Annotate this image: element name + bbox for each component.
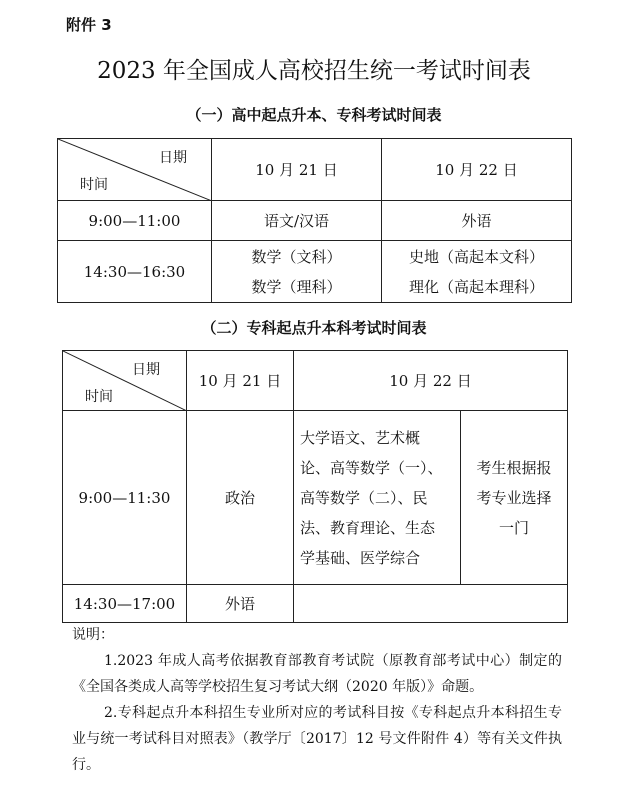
time-cell: 14:30—17:00 [63, 585, 187, 623]
subject-cell: 外语 [187, 585, 294, 623]
header-date-label: 日期 [132, 362, 160, 378]
date-column-header: 10 月 22 日 [294, 351, 568, 411]
schedule-table-2 [62, 350, 568, 623]
subject-line: 论、高等数学（一）、 [300, 458, 443, 477]
note-paragraph: 1.2023 年成人高考依据教育部教育考试院（原教育部考试中心）制定的《全国各类成人高等学校招生复习考试大纲（2020 年版）》命题。 [72, 653, 562, 695]
subject-line: 数学（理科） [251, 277, 342, 296]
subject-cell [382, 241, 572, 303]
empty-cell [294, 585, 568, 623]
notes-block [72, 622, 562, 778]
note-line: 考生根据报 [476, 458, 552, 477]
subject-line: 高等数学（二）、民 [300, 488, 428, 507]
time-cell: 14:30—16:30 [58, 241, 212, 303]
subject-line: 数学（文科） [251, 247, 342, 266]
diagonal-line [63, 351, 187, 411]
subject-cell: 外语 [382, 201, 572, 241]
subject-list-cell [294, 411, 461, 585]
subject-cell: 政治 [187, 411, 294, 585]
schedule-table-1 [57, 138, 572, 303]
note-line: 一门 [499, 518, 530, 537]
header-date-label: 日期 [159, 150, 187, 166]
note-line: 考专业选择 [476, 488, 552, 507]
header-time-label: 时间 [85, 389, 113, 405]
header-time-label: 时间 [80, 177, 108, 193]
subject-line: 理化（高起本理科） [408, 277, 544, 296]
subject-line: 学基础、医学综合 [300, 548, 421, 567]
page-title: 2023 年全国成人高校招生统一考试时间表 [97, 58, 531, 84]
diagonal-header-cell [63, 351, 187, 411]
subject-cell [212, 241, 382, 303]
section1-heading: （一）高中起点升本、专科考试时间表 [186, 106, 442, 124]
annex-label: 附件 3 [66, 16, 112, 34]
date-column-header: 10 月 21 日 [212, 139, 382, 201]
note-paragraph: 2.专科起点升本科招生专业所对应的考试科目按《专科起点升本科招生专业与统一考试科目对照表》（教学厅〔2017〕12 号文件附件 4）等有关文件执行。 [72, 705, 562, 773]
date-column-header: 10 月 21 日 [187, 351, 294, 411]
subject-cell: 语文/汉语 [212, 201, 382, 241]
time-cell: 9:00—11:00 [58, 201, 212, 241]
note-cell [461, 411, 568, 585]
notes-heading: 说明： [72, 627, 114, 643]
subject-line: 法、教育理论、生态 [300, 518, 436, 537]
diagonal-header-cell [58, 139, 212, 201]
date-column-header: 10 月 22 日 [382, 139, 572, 201]
subject-line: 史地（高起本文科） [408, 247, 544, 266]
time-cell: 9:00—11:30 [63, 411, 187, 585]
subject-line: 大学语文、艺术概 [300, 428, 421, 447]
section2-heading: （二）专科起点升本科考试时间表 [201, 319, 427, 337]
